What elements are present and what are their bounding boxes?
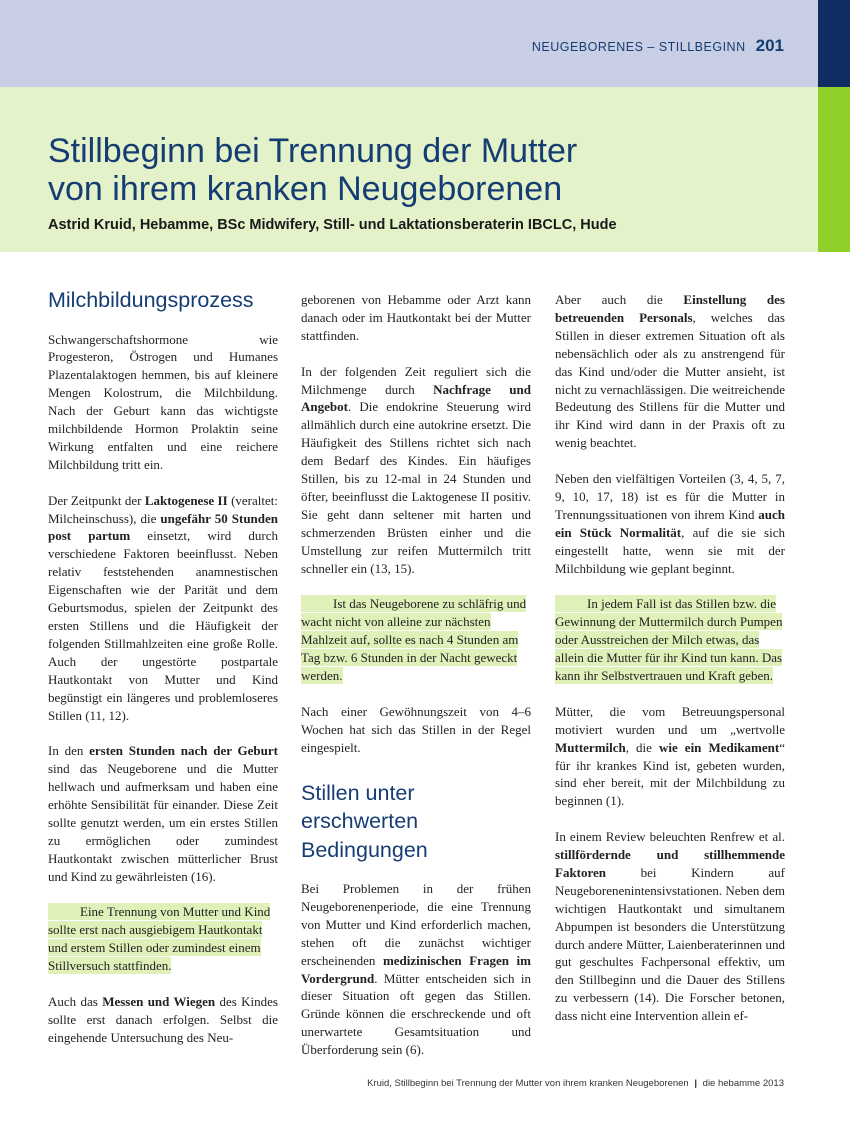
paragraph-text: , auf die sie sich eingestellt hatte, wenn sie mit der Milchbildung wie geplant beginnt. xyxy=(555,524,785,576)
paragraph-text: geborenen von Hebamme oder Arzt kann danach oder im Hautkontakt bei der Mutter stattfinden. xyxy=(301,292,531,343)
highlight-box xyxy=(301,595,531,685)
column-2 xyxy=(301,291,531,1077)
paragraph-text: sind das Neugeborene und die Mutter hellwach und aufmerksam und haben eine erhöhte Sensibilität für einander. Diese Zeit sollte genutzt werden, um ein erstes Stillen zu ermöglichen oder zumindest Hautkontakt zwischen mütterlicher Brust und Kind zu gewährleisten (16). xyxy=(48,761,278,884)
paragraph-text: Der Zeitpunkt der xyxy=(48,492,145,508)
header-accent-bar xyxy=(818,0,850,87)
paragraph-text: des Kindes sollte erst danach erfolgen. Selbst die eingehende Untersuchung des Neu- xyxy=(48,993,278,1045)
bold-term: wie ein Medikament xyxy=(658,739,780,755)
paragraph-text: bei Kindern auf Neugeborenenintensivstationen. Neben dem wichtigen Hautkontakt und simultanem Abpumpen ist besonders die Unterstützung durch andere Mütter, Laienberaterinnen und gut geschultes Fachpersonal effektiv, um den Stillbeginn und die Dauer des Stillens zu verbessern (14). Die Forscher betonen, dass nicht eine Intervention allein ef- xyxy=(555,864,785,1024)
paragraph-text: (veraltet: Milcheinschuss), die xyxy=(48,492,278,526)
paragraph-text: Neben den vielfältigen Vorteilen (3, 4, 5, 7, 9, 10, 17, 18) ist es für die Mutter in Trennungssituationen von ihrem Kind xyxy=(555,471,785,522)
article-authors: Astrid Kruid, Hebamme, BSc Midwifery, Still- und Laktationsberaterin IBCLC, Hude xyxy=(48,217,617,233)
column-1 xyxy=(48,286,278,1065)
article-title: Stillbeginn bei Trennung der Mutter von ihrem kranken Neugeborenen xyxy=(48,132,578,208)
paragraph-text: Aber auch die xyxy=(555,292,684,307)
title-accent-bar xyxy=(818,87,850,252)
paragraph-text: Nach einer Gewöhnungszeit von 4–6 Wochen hat sich das Stillen in der Regel eingespielt. xyxy=(301,703,531,755)
paragraph xyxy=(301,880,531,1059)
bold-term: Einstellung des betreuenden Personals xyxy=(555,292,785,325)
paragraph-text: In einem Review beleuchten Renfrew et al. xyxy=(555,829,785,845)
section-heading-stillen-unter-erschwerten-bedingungen: Stillen unter erschwerten Bedingungen xyxy=(301,780,428,862)
highlight-text: In jedem Fall ist das Stillen bzw. die Gewinnung der Muttermilch durch Pumpen oder Ausstreichen der Milch etwas, das allein die Mutter für ihr Kind tun kann. Das kann ihr Selbstvertrauen und Kraft geben. xyxy=(555,596,783,683)
bold-term: stillfördernde und stillhemmende Faktoren xyxy=(555,847,785,880)
highlight-text: Ist das Neugeborene zu schläfrig und wacht nicht von alleine zur nächsten Mahlzeit auf, sollte es nach 4 Stunden am Tag bzw. 6 Stunden in der Nacht geweckt werden. xyxy=(301,596,527,683)
paragraph-text: . Mütter entscheiden sich in dieser Situation oft gegen das Stillen. Gründe können die erschreckende und oft unerwartete Gesamtsituation und Überforderung sein (6). xyxy=(301,970,531,1058)
paragraph xyxy=(48,331,278,474)
paragraph-text: In den xyxy=(48,743,90,759)
paragraph xyxy=(555,470,785,577)
paragraph-text: “ für ihr krankes Kind ist, gebeten wurden, sind eher bereit, mit der Milchbildung zu beginnen (1). xyxy=(555,739,785,809)
footer-article: Kruid, Stillbeginn bei Trennung der Mutter von ihrem kranken Neugeborenen xyxy=(367,1078,689,1089)
paragraph xyxy=(48,492,278,725)
section-heading-milchbildungsprozess: Milchbildungsprozess xyxy=(48,288,254,312)
bold-term: Laktogenese II xyxy=(144,492,228,508)
paragraph xyxy=(48,742,278,885)
running-head xyxy=(532,36,784,56)
bold-term: Nachfrage und Angebot xyxy=(301,381,531,415)
running-title: NEUGEBORENES – STILLBEGINN xyxy=(531,40,746,54)
bold-term: Messen und Wiegen xyxy=(102,993,216,1009)
highlight-text: Eine Trennung von Mutter und Kind sollte erst nach ausgiebigem Hautkontakt und erstem Stillen oder zumindest einem Stillversuch stattfinden. xyxy=(48,904,271,974)
footer-separator: | xyxy=(694,1078,698,1089)
paragraph-text: Bei Problemen in der frühen Neugeborenenperiode, die eine Trennung von Mutter und Kind erforderlich machen, stehen oft die zunächst wichtiger erscheinenden xyxy=(301,881,531,968)
bold-term: medizinischen Fragen im Vordergrund xyxy=(301,952,531,986)
bold-term: ungefähr 50 Stunden post partum xyxy=(48,510,279,544)
paragraph-text: Mütter, die vom Betreuungspersonal motiviert wurden und um „wertvolle xyxy=(555,703,785,737)
paragraph xyxy=(301,363,531,578)
page-number: 201 xyxy=(755,36,784,55)
paragraph xyxy=(555,703,785,810)
highlight-box xyxy=(48,903,278,975)
bold-term: auch ein Stück Normalität xyxy=(555,506,785,540)
paragraph xyxy=(555,291,785,452)
paragraph xyxy=(48,993,278,1047)
paragraph-text: In der folgenden Zeit reguliert sich die Milchmenge durch xyxy=(301,363,531,397)
paragraph-text: , welches das Stillen in dieser extremen Situation oft als nebensächlich oder als zu anstrengend für das Kind und/oder die Mutter ansieht, ist nicht zu vernachlässigen. Die weitreichende Bedeutung des Stillens für die Mutter und ihr Kind wird dann in der Praxis oft zu wenig beachtet. xyxy=(555,309,785,451)
paragraph-text: Auch das xyxy=(48,993,103,1009)
footer-journal: die hebamme 2013 xyxy=(702,1078,784,1089)
paragraph-text: . Die endokrine Steuerung wird allmählich durch eine autokrine ersetzt. Die Häufigkeit des Stillens richtet sich nach dem Bedarf des Kindes. Ein häufiges Stillen, bis zu 12-mal in 24 Stunden und öfter, beeinflusst die Laktogenese II positiv. Sie geht dann seltener mit harten und schmerzenden Brüsten einher und die Umstellung zur reifen Muttermilch tritt schneller ein (13, 15). xyxy=(301,399,531,576)
paragraph-text: , die xyxy=(625,739,659,755)
footer-citation xyxy=(367,1078,784,1089)
paragraph xyxy=(301,291,531,345)
bold-term: ersten Stunden nach der Geburt xyxy=(89,743,278,759)
paragraph-text: einsetzt, wird durch verschiedene Faktoren beeinflusst. Neben relativ feststehenden anamnestischen Eigenschaften wie der Parität und dem Geburtsmodus, spielen der Zeitpunkt des ersten Stillens und die Häufigkeit der folgenden Stillmahlzeiten eine große Rolle. Auch der ungestörte postpartale Hautkontakt von Mutter und Kind begünstigt ein längeres und problemloseres Stillen (11, 12). xyxy=(48,528,278,723)
bold-term: Muttermilch xyxy=(555,739,626,755)
paragraph xyxy=(555,828,785,1025)
highlight-box xyxy=(555,595,785,685)
paragraph xyxy=(301,703,531,757)
column-3 xyxy=(555,291,785,1043)
paragraph-text: Schwangerschaftshormone wie Progesteron, Östrogen und Humanes Plazentalaktogen hemmen, bis auf kleinere Mengen Kolostrum, die Milchbildung. Nach der Geburt kann das wichtigste milchbildende Hormon Prolaktin seine Wirkung entfalten und eine reichere Milchbildung tritt ein. xyxy=(48,331,278,472)
